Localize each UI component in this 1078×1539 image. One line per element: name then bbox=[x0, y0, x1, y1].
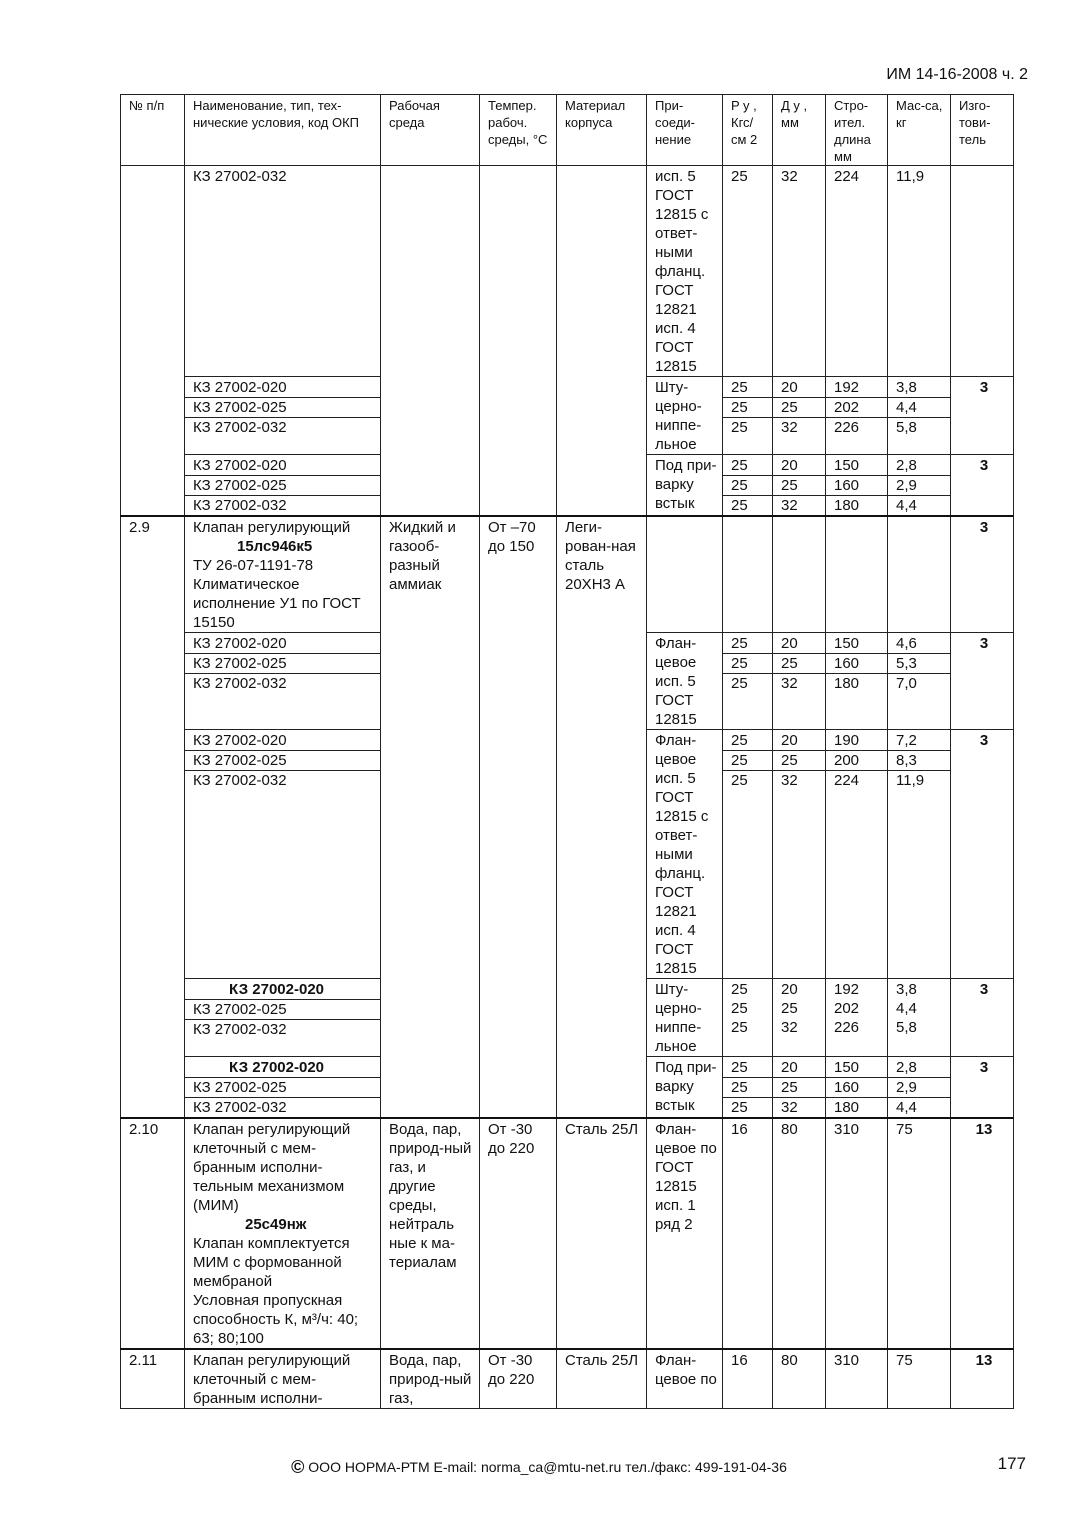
diameter-value: 25 bbox=[773, 476, 825, 496]
empty-cell bbox=[723, 516, 773, 633]
pressure-values bbox=[723, 1057, 773, 1119]
footer bbox=[0, 1457, 1078, 1478]
table-row bbox=[121, 1118, 1014, 1349]
connection-type: Под при-варку встык bbox=[647, 1057, 723, 1119]
header-connection: При-соеди-нение bbox=[647, 95, 723, 166]
working-medium: Вода, пар, природ-ный газ, bbox=[381, 1349, 480, 1409]
item-code: КЗ 27002-032 bbox=[193, 168, 287, 185]
maker-code: 3 bbox=[951, 633, 1014, 730]
pressure-value: 25 bbox=[731, 168, 748, 185]
item-codes bbox=[185, 455, 381, 517]
item-name-line: Клапан регулирующий bbox=[193, 519, 351, 536]
body-material: Сталь 25Л bbox=[557, 1349, 647, 1409]
mass-value: 5,3 bbox=[888, 654, 950, 674]
pressure-value: 25 bbox=[723, 398, 772, 418]
length-value: 200 bbox=[826, 751, 887, 771]
diameter-value: 20 bbox=[781, 981, 798, 998]
header-length: Стро-ител. длина мм bbox=[826, 95, 888, 166]
item-code: КЗ 27002-020 bbox=[185, 456, 380, 476]
mass-value: 5,8 bbox=[896, 419, 917, 436]
item-name-line: Клапан регулирующий клеточный с мем-бранным исполни-тельным механизмом (МИМ) bbox=[193, 1121, 351, 1214]
maker-code: 3 bbox=[951, 516, 1014, 633]
pressure-value: 25 bbox=[723, 654, 772, 674]
pressure-values bbox=[723, 455, 773, 517]
length-value: 160 bbox=[826, 476, 887, 496]
length-value: 190 bbox=[826, 731, 887, 751]
page-number: 177 bbox=[997, 1454, 1026, 1473]
length-value: 310 bbox=[826, 1118, 888, 1349]
item-code: КЗ 27002-020 bbox=[185, 980, 380, 1000]
length-values bbox=[826, 166, 888, 377]
mass-value: 2,8 bbox=[888, 1058, 950, 1078]
document-reference: ИМ 14-16-2008 ч. 2 bbox=[886, 66, 1028, 83]
item-codes bbox=[185, 377, 381, 455]
connection-type: Флан-цевое по ГОСТ 12815 исп. 1 ряд 2 bbox=[647, 1118, 723, 1349]
item-codes bbox=[185, 633, 381, 730]
row-number: 2.10 bbox=[121, 1118, 185, 1349]
empty-cell bbox=[826, 516, 888, 633]
header-maker: Изго-тови-тель bbox=[951, 95, 1014, 166]
pressure-value: 16 bbox=[723, 1349, 773, 1409]
working-medium: Жидкий и газооб-разный аммиак bbox=[381, 516, 480, 1118]
item-name-line: 15лс946к5 bbox=[237, 538, 313, 555]
mass-value: 8,3 bbox=[888, 751, 950, 771]
maker-code: 3 bbox=[951, 730, 1014, 979]
specification-table bbox=[120, 94, 1014, 1409]
item-code: КЗ 27002-032 bbox=[193, 675, 287, 692]
mass-value: 75 bbox=[888, 1118, 951, 1349]
table-body bbox=[121, 166, 1014, 1409]
item-code: КЗ 27002-020 bbox=[185, 731, 380, 751]
diameter-value: 32 bbox=[781, 1099, 798, 1116]
diameter-value: 32 bbox=[781, 675, 798, 692]
working-medium bbox=[381, 166, 480, 517]
diameter-value: 20 bbox=[773, 1058, 825, 1078]
mass-value: 4,4 bbox=[896, 497, 917, 514]
mass-value: 4,4 bbox=[896, 1099, 917, 1116]
length-value: 224 bbox=[834, 772, 860, 789]
pressure-value: 25 bbox=[731, 1099, 748, 1116]
length-value: 150 bbox=[826, 456, 887, 476]
mass-value: 7,2 bbox=[888, 731, 950, 751]
item-code: КЗ 27002-025 bbox=[185, 1000, 380, 1020]
item-code: КЗ 27002-025 bbox=[185, 398, 380, 418]
length-values bbox=[826, 979, 888, 1057]
mass-values bbox=[888, 730, 951, 979]
pressure-values bbox=[723, 730, 773, 979]
diameter-value: 20 bbox=[773, 731, 825, 751]
header-num: № п/п bbox=[121, 95, 185, 166]
diameter-value: 80 bbox=[773, 1118, 826, 1349]
temperature: От –70 до 150 bbox=[480, 516, 557, 1118]
connection-type: Флан-цевое по bbox=[647, 1349, 723, 1409]
maker-code: 3 bbox=[951, 455, 1014, 517]
diameter-values bbox=[773, 377, 826, 455]
pressure-value: 25 bbox=[731, 497, 748, 514]
temperature: От -30 до 220 bbox=[480, 1349, 557, 1409]
pressure-value: 25 bbox=[731, 1000, 748, 1017]
row-number bbox=[121, 166, 185, 517]
pressure-value: 25 bbox=[723, 476, 772, 496]
table-row bbox=[121, 166, 1014, 377]
item-code: КЗ 27002-032 bbox=[193, 1099, 287, 1116]
diameter-value: 32 bbox=[781, 419, 798, 436]
mass-values bbox=[888, 377, 951, 455]
connection-type: Шту-церно-ниппе-льное bbox=[647, 979, 723, 1057]
item-name bbox=[185, 1118, 381, 1349]
item-code: КЗ 27002-032 bbox=[193, 497, 287, 514]
diameter-value: 20 bbox=[773, 378, 825, 398]
mass-value: 5,8 bbox=[896, 1019, 917, 1036]
item-name-line: Условная пропускная способность К, м³/ч: 40; 63; 80;100 bbox=[193, 1292, 359, 1347]
item-code: КЗ 27002-032 bbox=[193, 1021, 287, 1038]
mass-value: 3,8 bbox=[896, 981, 917, 998]
body-material: Леги-рован-ная сталь 20ХН3 А bbox=[557, 516, 647, 1118]
diameter-value: 32 bbox=[781, 1019, 798, 1036]
diameter-value: 25 bbox=[773, 398, 825, 418]
empty-cell bbox=[647, 516, 723, 633]
item-codes bbox=[185, 979, 381, 1057]
pressure-value: 25 bbox=[723, 1058, 772, 1078]
item-code: КЗ 27002-020 bbox=[185, 634, 380, 654]
diameter-values bbox=[773, 455, 826, 517]
pressure-values bbox=[723, 166, 773, 377]
item-code: КЗ 27002-032 bbox=[193, 772, 287, 789]
mass-values bbox=[888, 1057, 951, 1119]
pressure-value: 25 bbox=[731, 981, 748, 998]
length-value: 180 bbox=[834, 675, 860, 692]
item-codes bbox=[185, 1057, 381, 1119]
diameter-value: 80 bbox=[773, 1349, 826, 1409]
pressure-value: 25 bbox=[731, 772, 748, 789]
pressure-value: 25 bbox=[723, 456, 772, 476]
mass-values bbox=[888, 455, 951, 517]
mass-value: 3,8 bbox=[888, 378, 950, 398]
length-values bbox=[826, 1057, 888, 1119]
item-name bbox=[185, 1349, 381, 1409]
diameter-values bbox=[773, 166, 826, 377]
pressure-value: 25 bbox=[723, 731, 772, 751]
pressure-value: 25 bbox=[723, 634, 772, 654]
header-medium: Рабочая среда bbox=[381, 95, 480, 166]
connection-type: Флан-цевое исп. 5 ГОСТ 12815 с ответ-ными фланц. ГОСТ 12821 исп. 4 ГОСТ 12815 bbox=[647, 730, 723, 979]
diameter-value: 25 bbox=[781, 1000, 798, 1017]
length-value: 180 bbox=[834, 497, 860, 514]
pressure-value: 25 bbox=[731, 675, 748, 692]
mass-value: 7,0 bbox=[896, 675, 917, 692]
mass-value: 11,9 bbox=[896, 772, 925, 789]
item-name bbox=[185, 516, 381, 633]
header-mass: Мас-са, кг bbox=[888, 95, 951, 166]
header-diameter: Д у , мм bbox=[773, 95, 826, 166]
mass-value: 4,4 bbox=[896, 1000, 917, 1017]
diameter-value: 32 bbox=[781, 168, 798, 185]
item-code: КЗ 27002-020 bbox=[185, 1058, 380, 1078]
copyright-icon: © bbox=[291, 1457, 305, 1477]
mass-value: 75 bbox=[888, 1349, 951, 1409]
table-row bbox=[121, 1349, 1014, 1409]
maker-code: 3 bbox=[951, 377, 1014, 455]
empty-cell bbox=[888, 516, 951, 633]
item-name-line: Клапан комплектуется МИМ с формованной мембраной bbox=[193, 1235, 350, 1290]
item-code: КЗ 27002-025 bbox=[185, 751, 380, 771]
connection-type: Под при-варку встык bbox=[647, 455, 723, 517]
diameter-value: 32 bbox=[781, 772, 798, 789]
length-value: 310 bbox=[826, 1349, 888, 1409]
length-value: 160 bbox=[826, 1078, 887, 1098]
temperature: От -30 до 220 bbox=[480, 1118, 557, 1349]
length-value: 150 bbox=[826, 634, 887, 654]
maker-code: 13 bbox=[951, 1349, 1014, 1409]
connection-type: исп. 5 ГОСТ 12815 с ответ-ными фланц. ГОСТ 12821 исп. 4 ГОСТ 12815 bbox=[647, 166, 723, 377]
length-value: 192 bbox=[826, 378, 887, 398]
length-values bbox=[826, 455, 888, 517]
item-name-line: ТУ 26-07-1191-78 bbox=[193, 557, 314, 574]
mass-value: 2,9 bbox=[888, 1078, 950, 1098]
pressure-values bbox=[723, 633, 773, 730]
diameter-values bbox=[773, 1057, 826, 1119]
pressure-values bbox=[723, 979, 773, 1057]
table-row bbox=[121, 516, 1014, 633]
mass-value: 4,6 bbox=[888, 634, 950, 654]
diameter-value: 25 bbox=[773, 751, 825, 771]
pressure-value: 25 bbox=[723, 1078, 772, 1098]
diameter-value: 20 bbox=[773, 634, 825, 654]
mass-values bbox=[888, 979, 951, 1057]
item-name-line: 25с49нж bbox=[245, 1216, 307, 1233]
pressure-value: 25 bbox=[731, 1019, 748, 1036]
length-value: 224 bbox=[834, 168, 860, 185]
item-code: КЗ 27002-025 bbox=[185, 654, 380, 674]
diameter-value: 20 bbox=[773, 456, 825, 476]
item-code: КЗ 27002-032 bbox=[193, 419, 287, 436]
header-temp: Темпер. рабоч. среды, °С bbox=[480, 95, 557, 166]
pressure-value: 25 bbox=[723, 378, 772, 398]
table-header-row bbox=[121, 95, 1014, 166]
maker-code: 13 bbox=[951, 1118, 1014, 1349]
length-value: 226 bbox=[834, 1019, 860, 1036]
mass-values bbox=[888, 166, 951, 377]
item-code: КЗ 27002-025 bbox=[185, 1078, 380, 1098]
pressure-value: 25 bbox=[723, 751, 772, 771]
pressure-value: 16 bbox=[723, 1118, 773, 1349]
maker-code: 3 bbox=[951, 979, 1014, 1057]
diameter-value: 25 bbox=[773, 1078, 825, 1098]
item-name-line: Климатическое исполнение У1 по ГОСТ 15150 bbox=[193, 576, 361, 631]
body-material: Сталь 25Л bbox=[557, 1118, 647, 1349]
pressure-values bbox=[723, 377, 773, 455]
specification-table-wrapper bbox=[120, 94, 1013, 1409]
diameter-values bbox=[773, 730, 826, 979]
length-value: 150 bbox=[826, 1058, 887, 1078]
maker-code: 3 bbox=[951, 1057, 1014, 1119]
mass-value: 2,8 bbox=[888, 456, 950, 476]
temperature bbox=[480, 166, 557, 517]
mass-values bbox=[888, 633, 951, 730]
length-values bbox=[826, 633, 888, 730]
item-name-line: Клапан регулирующий клеточный с мем-бранным исполни- bbox=[193, 1352, 351, 1407]
length-values bbox=[826, 730, 888, 979]
maker-code bbox=[951, 166, 1014, 377]
pressure-value: 25 bbox=[731, 419, 748, 436]
working-medium: Вода, пар, природ-ный газ, и другие среды, нейтраль ные к ма-териалам bbox=[381, 1118, 480, 1349]
header-name: Наименование, тип, тех-нические условия, код ОКП bbox=[185, 95, 381, 166]
length-value: 226 bbox=[834, 419, 860, 436]
mass-value: 11,9 bbox=[896, 168, 925, 185]
length-value: 202 bbox=[834, 1000, 860, 1017]
connection-type: Флан-цевое исп. 5 ГОСТ 12815 bbox=[647, 633, 723, 730]
diameter-value: 32 bbox=[781, 497, 798, 514]
header-material: Материал корпуса bbox=[557, 95, 647, 166]
item-codes bbox=[185, 730, 381, 979]
item-code: КЗ 27002-020 bbox=[185, 378, 380, 398]
diameter-values bbox=[773, 979, 826, 1057]
row-number: 2.9 bbox=[121, 516, 185, 1118]
mass-value: 4,4 bbox=[888, 398, 950, 418]
connection-type: Шту-церно-ниппе-льное bbox=[647, 377, 723, 455]
header-pressure: P у , Кгс/ см 2 bbox=[723, 95, 773, 166]
footer-text: ООО НОРМА-РТМ E-mail: norma_ca@mtu-net.ru тел./факс: 499-191-04-36 bbox=[308, 1459, 787, 1475]
body-material bbox=[557, 166, 647, 517]
item-codes bbox=[185, 166, 381, 377]
mass-value: 2,9 bbox=[888, 476, 950, 496]
item-code: КЗ 27002-025 bbox=[185, 476, 380, 496]
length-value: 160 bbox=[826, 654, 887, 674]
diameter-value: 25 bbox=[773, 654, 825, 674]
diameter-values bbox=[773, 633, 826, 730]
empty-cell bbox=[773, 516, 826, 633]
length-values bbox=[826, 377, 888, 455]
length-value: 202 bbox=[826, 398, 887, 418]
length-value: 192 bbox=[834, 981, 860, 998]
row-number: 2.11 bbox=[121, 1349, 185, 1409]
length-value: 180 bbox=[834, 1099, 860, 1116]
